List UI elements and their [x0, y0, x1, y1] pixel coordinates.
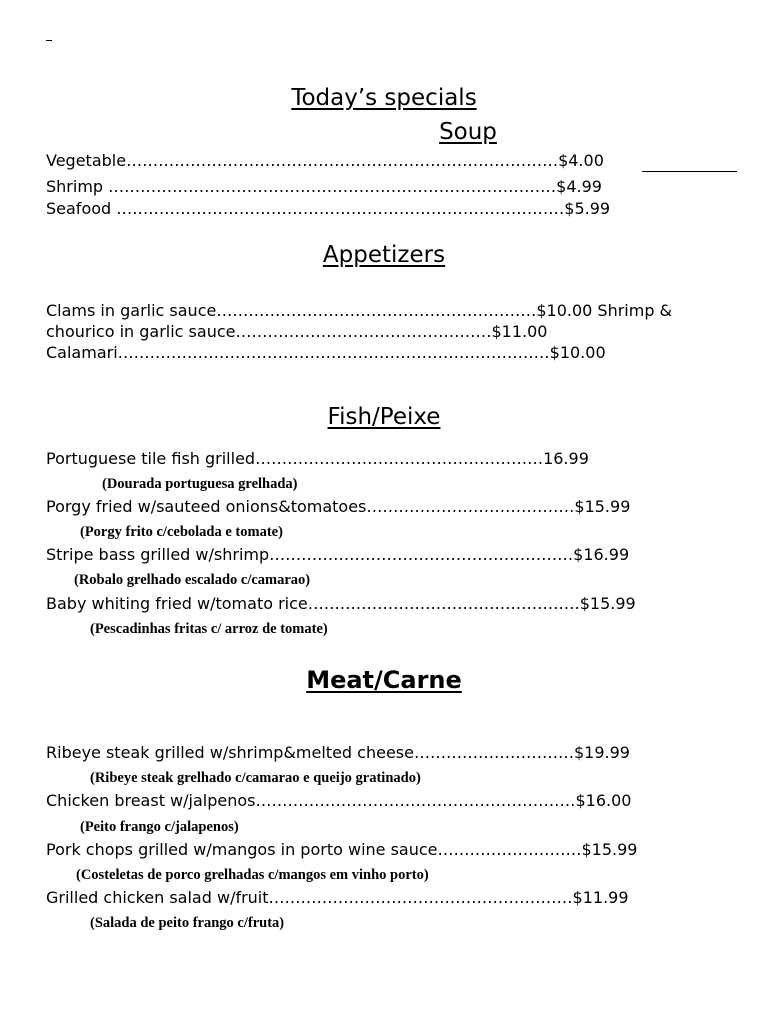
appetizers-heading: Appetizers: [322, 242, 446, 268]
trailing-rule: [642, 171, 737, 172]
appetizer-line-1: Clams in garlic sauce……………………………………………………$10.00 Shrimp &: [46, 301, 673, 320]
fish-item: Stripe bass grilled w/shrimp…………………………………………………$16.99: [46, 545, 630, 564]
meat-item-translation: (Costeletas de porco grelhadas c/mangos em vinho porto): [76, 867, 429, 883]
meat-item: Pork chops grilled w/mangos in porto wine sauce………………………$15.99: [46, 840, 638, 859]
soup-item-shrimp: Shrimp …………………………………………………………………………$4.99: [46, 177, 602, 196]
meat-item-translation: (Salada de peito frango c/fruta): [90, 915, 285, 931]
fish-item-translation: (Pescadinhas fritas c/ arroz de tomate): [90, 621, 328, 637]
appetizer-line-3: Calamari………………………………………………………………………$10.00: [46, 343, 606, 362]
meat-item-translation: (Ribeye steak grelhado c/camarao e queijo gratinado): [90, 770, 421, 786]
fish-item-translation: (Robalo grelhado escalado c/camarao): [74, 572, 311, 588]
meat-item: Grilled chicken salad w/fruit…………………………………………………$11.99: [46, 888, 629, 907]
meat-item-translation: (Peito frango c/jalapenos): [80, 819, 239, 835]
meat-item: Ribeye steak grilled w/shrimp&melted cheese…………………………$19.99: [46, 743, 630, 762]
soup-heading: Soup: [439, 119, 497, 145]
meat-item: Chicken breast w/jalpenos……………………………………………………$16.00: [46, 791, 632, 810]
soup-item-vegetable: Vegetable………………………………………………………………………$4.00: [46, 151, 604, 170]
fish-item-translation: (Dourada portuguesa grelhada): [102, 476, 298, 492]
fish-item: Baby whiting fried w/tomato rice……………………………………………$15.99: [46, 594, 636, 613]
stray-mark: [46, 40, 52, 41]
fish-item: Porgy fried w/sauteed onions&tomatoes…………………………………$15.99: [46, 497, 631, 516]
fish-item: Portuguese tile fish grilled………………………………………………16.99: [46, 449, 589, 468]
fish-item-translation: (Porgy frito c/cebolada e tomate): [80, 524, 283, 540]
fish-heading: Fish/Peixe: [327, 404, 441, 430]
meat-heading: Meat/Carne: [306, 666, 462, 694]
appetizer-line-2: chourico in garlic sauce…………………………………………$11.00: [46, 322, 548, 341]
soup-item-seafood: Seafood …………………………………………………………………………$5.99: [46, 199, 611, 218]
page-title: Today’s specials: [291, 85, 477, 111]
